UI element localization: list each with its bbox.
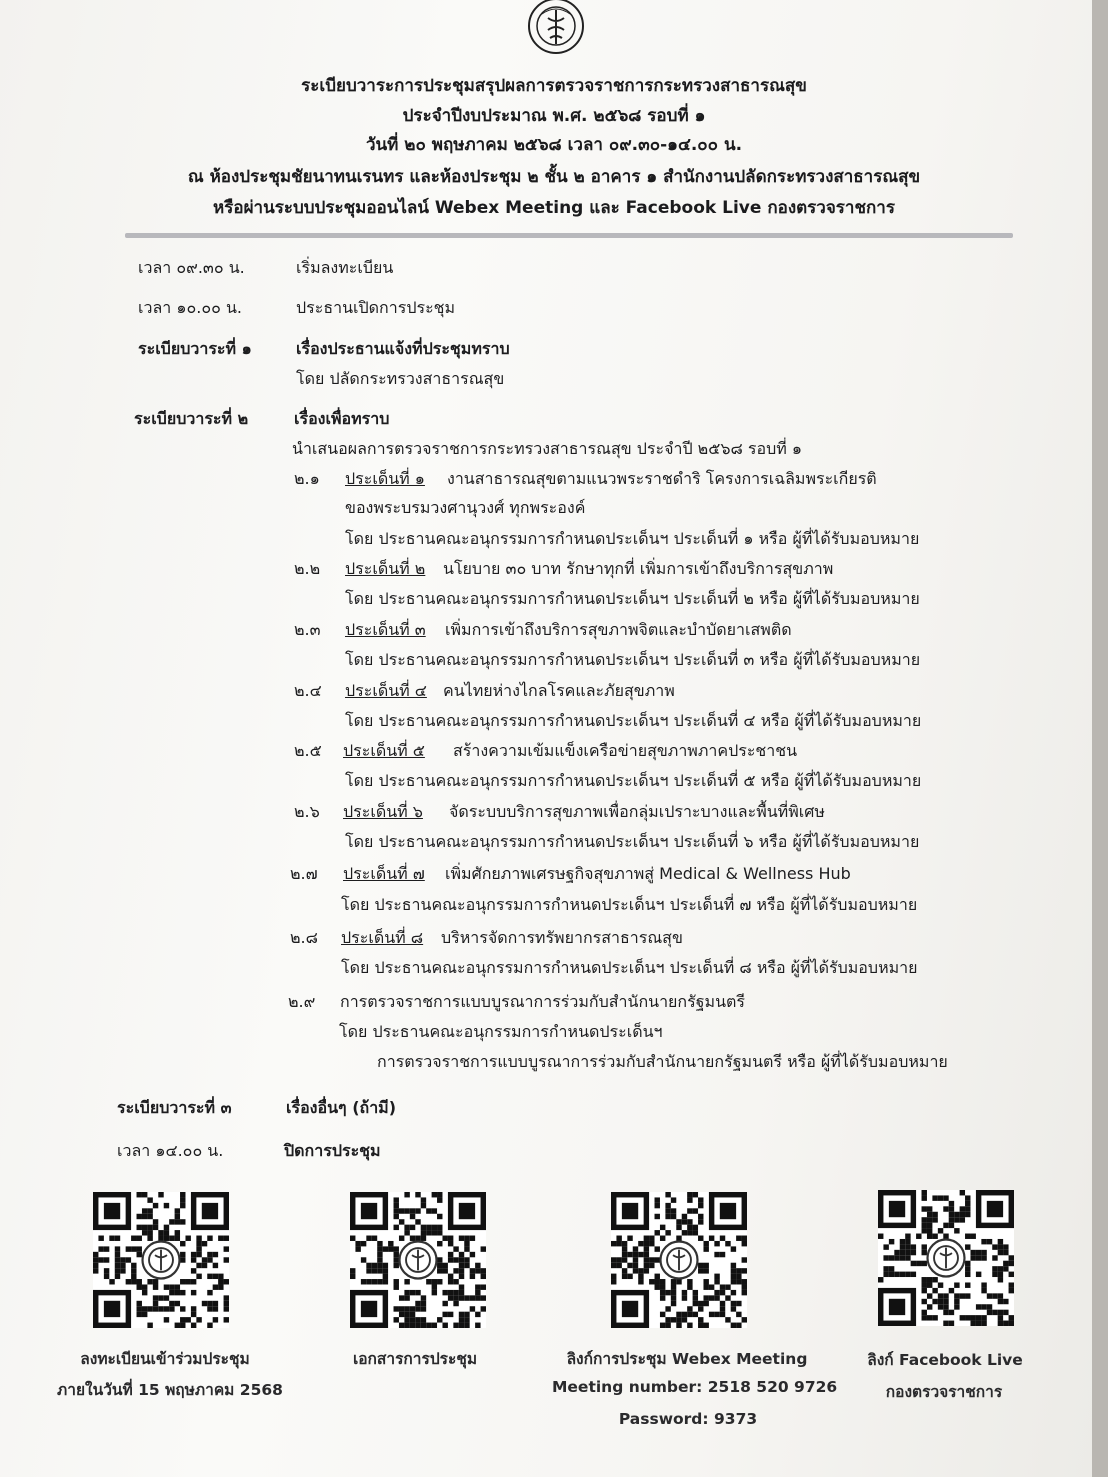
agenda-row3-by: โดย ปลัดกระทรวงสาธารณสุข xyxy=(296,369,505,388)
agenda-row2-text: ประธานเปิดการประชุม xyxy=(296,298,456,317)
qr1-caption-line2: ภายในวันที่ 15 พฤษภาคม 2568 xyxy=(57,1381,283,1399)
agenda-row6-title: ปิดการประชุม xyxy=(284,1141,381,1160)
item-issue: ประเด็นที่ ๗ xyxy=(343,864,425,883)
header-line-1: ระเบียบวาระการประชุมสรุปผลการตรวจราชการกระทรวงสาธารณสุข xyxy=(301,76,807,96)
qr4-caption-line2: กองตรวจราชการ xyxy=(885,1383,1003,1401)
item-number: ๒.๖ xyxy=(294,802,320,821)
item-text: บริหารจัดการทรัพยากรสาธารณสุข xyxy=(441,928,683,947)
item-text: นโยบาย ๓๐ บาท รักษาทุกที่ เพิ่มการเข้าถึงบริการสุขภาพ xyxy=(443,559,834,578)
agenda-row3-label: ระเบียบวาระที่ ๑ xyxy=(138,339,252,358)
item-text: เพิ่มการเข้าถึงบริการสุขภาพจิตและบำบัดยาเสพติด xyxy=(445,620,792,639)
agenda-row5-title: เรื่องอื่นๆ (ถ้ามี) xyxy=(286,1098,397,1117)
item-issue: ประเด็นที่ ๖ xyxy=(343,802,423,821)
item-by: โดย ประธานคณะอนุกรรมการกำหนดประเด็นฯ ประเด็นที่ ๖ หรือ ผู้ที่ได้รับมอบหมาย xyxy=(345,832,920,851)
item-by: โดย ประธานคณะอนุกรรมการกำหนดประเด็นฯ ประเด็นที่ ๒ หรือ ผู้ที่ได้รับมอบหมาย xyxy=(345,589,920,608)
item-by: โดย ประธานคณะอนุกรรมการกำหนดประเด็นฯ ประเด็นที่ ๘ หรือ ผู้ที่ได้รับมอบหมาย xyxy=(341,958,918,977)
agenda-row5-label: ระเบียบวาระที่ ๓ xyxy=(117,1098,232,1117)
item-number: ๒.๕ xyxy=(294,741,322,760)
item-text: การตรวจราชการแบบบูรณาการร่วมกับสำนักนายกรัฐมนตรี xyxy=(340,992,745,1011)
qr1-caption-line1: ลงทะเบียนเข้าร่วมประชุม xyxy=(80,1350,250,1368)
ministry-logo-icon xyxy=(520,0,592,62)
agenda-row4-label: ระเบียบวาระที่ ๒ xyxy=(134,409,249,428)
item-number: ๒.๘ xyxy=(290,928,318,947)
item-number: ๒.๗ xyxy=(290,864,318,883)
page-edge-shadow xyxy=(1092,0,1108,1477)
item-text: คนไทยห่างไกลโรคและภัยสุขภาพ xyxy=(443,681,675,700)
item-issue: ประเด็นที่ ๕ xyxy=(343,741,425,760)
item-text: จัดระบบบริการสุขภาพเพื่อกลุ่มเปราะบางและพื้นที่พิเศษ xyxy=(449,802,825,821)
agenda-row1-text: เริ่มลงทะเบียน xyxy=(296,258,394,277)
item-text-cont: ของพระบรมวงศานุวงศ์ ทุกพระองค์ xyxy=(345,498,586,517)
item-issue: ประเด็นที่ ๑ xyxy=(345,469,425,488)
item-by: โดย ประธานคณะอนุกรรมการกำหนดประเด็นฯ ประเด็นที่ ๓ หรือ ผู้ที่ได้รับมอบหมาย xyxy=(345,650,921,669)
agenda-row4-title: เรื่องเพื่อทราบ xyxy=(294,409,390,428)
agenda-row1-label: เวลา ๐๙.๓๐ น. xyxy=(138,258,245,277)
qr3-password: Password: 9373 xyxy=(618,1410,758,1428)
item-text: เพิ่มศักยภาพเศรษฐกิจสุขภาพสู่ Medical & Wellness Hub xyxy=(445,864,851,883)
header-line-3: วันที่ ๒๐ พฤษภาคม ๒๕๖๘ เวลา ๐๙.๓๐-๑๔.๐๐ น. xyxy=(365,135,743,155)
item-by: โดย ประธานคณะอนุกรรมการกำหนดประเด็นฯ xyxy=(339,1022,663,1041)
header-line-5: หรือผ่านระบบประชุมออนไลน์ Webex Meeting และ Facebook Live กองตรวจราชการ xyxy=(213,198,895,218)
item-issue: ประเด็นที่ ๔ xyxy=(345,681,427,700)
item-issue: ประเด็นที่ ๓ xyxy=(345,620,426,639)
agenda-row6-label: เวลา ๑๔.๐๐ น. xyxy=(117,1141,224,1160)
qr2-caption-line1: เอกสารการประชุม xyxy=(352,1350,478,1368)
header-divider xyxy=(125,233,1013,238)
item-text: สร้างความเข้มแข็งเครือข่ายสุขภาพภาคประชาชน xyxy=(453,741,798,760)
item-by: โดย ประธานคณะอนุกรรมการกำหนดประเด็นฯ ประเด็นที่ ๗ หรือ ผู้ที่ได้รับมอบหมาย xyxy=(341,895,918,914)
qr4-caption-line1: ลิงก์ Facebook Live xyxy=(867,1351,1023,1369)
documents-qr-code[interactable] xyxy=(350,1192,486,1328)
item-by: โดย ประธานคณะอนุกรรมการกำหนดประเด็นฯ ประเด็นที่ ๕ หรือ ผู้ที่ได้รับมอบหมาย xyxy=(345,771,922,790)
agenda-row3-title: เรื่องประธานแจ้งที่ประชุมทราบ xyxy=(296,339,510,358)
header-line-4: ณ ห้องประชุมชัยนาทนเรนทร และห้องประชุม ๒ ชั้น ๒ อาคาร ๑ สำนักงานปลัดกระทรวงสาธารณสุข xyxy=(187,167,921,187)
webex-qr-code[interactable] xyxy=(611,1192,747,1328)
item-number: ๒.๔ xyxy=(294,681,322,700)
item-issue: ประเด็นที่ ๒ xyxy=(345,559,426,578)
item-number: ๒.๒ xyxy=(294,559,321,578)
item-by: โดย ประธานคณะอนุกรรมการกำหนดประเด็นฯ ประเด็นที่ ๑ หรือ ผู้ที่ได้รับมอบหมาย xyxy=(345,529,920,548)
item-by-cont: การตรวจราชการแบบบูรณาการร่วมกับสำนักนายกรัฐมนตรี หรือ ผู้ที่ได้รับมอบหมาย xyxy=(377,1052,948,1071)
item-number: ๒.๑ xyxy=(294,469,320,488)
item-number: ๒.๙ xyxy=(288,992,316,1011)
qr3-caption-line1: ลิงก์การประชุม Webex Meeting xyxy=(566,1350,808,1368)
item-by: โดย ประธานคณะอนุกรรมการกำหนดประเด็นฯ ประเด็นที่ ๔ หรือ ผู้ที่ได้รับมอบหมาย xyxy=(345,711,922,730)
qr3-meeting-number: Meeting number: 2518 520 9726 xyxy=(552,1378,838,1396)
agenda-row4-desc: นำเสนอผลการตรวจราชการกระทรวงสาธารณสุข ประจำปี ๒๕๖๘ รอบที่ ๑ xyxy=(292,439,803,458)
registration-qr-code[interactable] xyxy=(93,1192,229,1328)
facebook-live-qr-code[interactable] xyxy=(878,1190,1014,1326)
agenda-row2-label: เวลา ๑๐.๐๐ น. xyxy=(138,298,242,317)
item-number: ๒.๓ xyxy=(294,620,321,639)
header-line-2: ประจำปีงบประมาณ พ.ศ. ๒๕๖๘ รอบที่ ๑ xyxy=(402,106,706,126)
item-text: งานสาธารณสุขตามแนวพระราชดำริ โครงการเฉลิมพระเกียรติ xyxy=(447,469,877,488)
item-issue: ประเด็นที่ ๘ xyxy=(341,928,424,947)
